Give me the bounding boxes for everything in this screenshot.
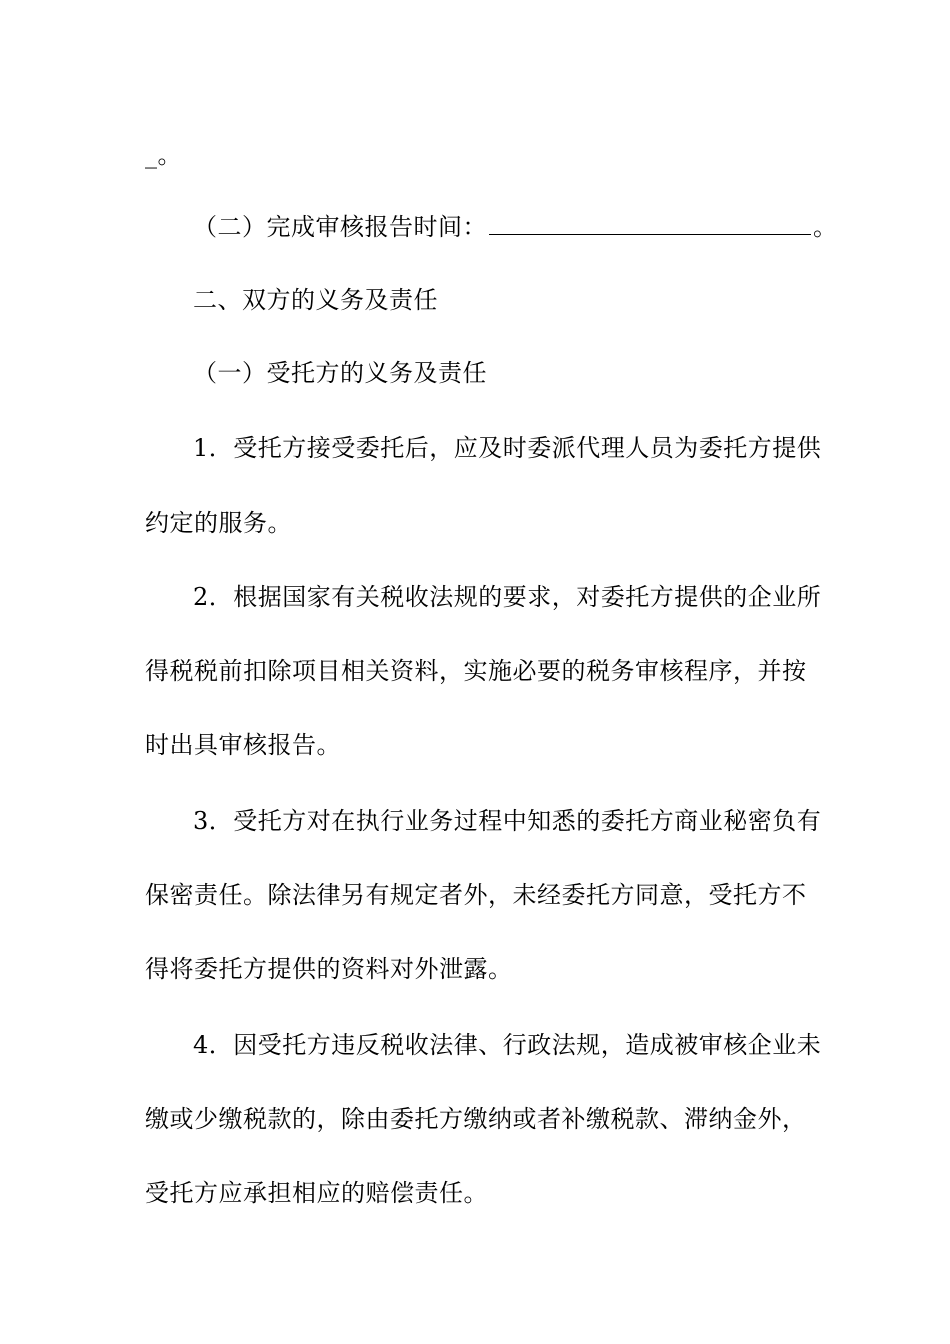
paragraph-line: 得税税前扣除项目相关资料，实施必要的税务审核程序，并按 bbox=[145, 657, 807, 685]
paragraph-line: 保密责任。除法律另有规定者外，未经委托方同意，受托方不 bbox=[145, 881, 807, 909]
paragraph-line: 3．受托方对在执行业务过程中知悉的委托方商业秘密负有 bbox=[193, 807, 822, 835]
paragraph-line: 2．根据国家有关税收法规的要求，对委托方提供的企业所 bbox=[193, 583, 822, 611]
paragraph-line: 时出具审核报告。 bbox=[145, 731, 341, 759]
subsection-heading: （一）受托方的义务及责任 bbox=[193, 359, 487, 387]
text-line: _。 bbox=[145, 141, 182, 169]
report-time-line bbox=[193, 212, 838, 242]
report-time-blank[interactable] bbox=[489, 212, 811, 235]
paragraph-line: 得将委托方提供的资料对外泄露。 bbox=[145, 955, 513, 983]
paragraph-line: 4．因受托方违反税收法律、行政法规，造成被审核企业未 bbox=[193, 1031, 822, 1059]
paragraph-line: 1．受托方接受委托后，应及时委派代理人员为委托方提供 bbox=[193, 434, 822, 462]
section-heading: 二、双方的义务及责任 bbox=[193, 286, 438, 314]
report-time-label: （二）完成审核报告时间： bbox=[193, 213, 487, 241]
paragraph-line: 缴或少缴税款的，除由委托方缴纳或者补缴税款、滞纳金外， bbox=[145, 1105, 807, 1133]
paragraph-line: 受托方应承担相应的赔偿责任。 bbox=[145, 1179, 488, 1207]
paragraph-line: 约定的服务。 bbox=[145, 509, 292, 537]
report-time-end: 。 bbox=[813, 213, 838, 241]
